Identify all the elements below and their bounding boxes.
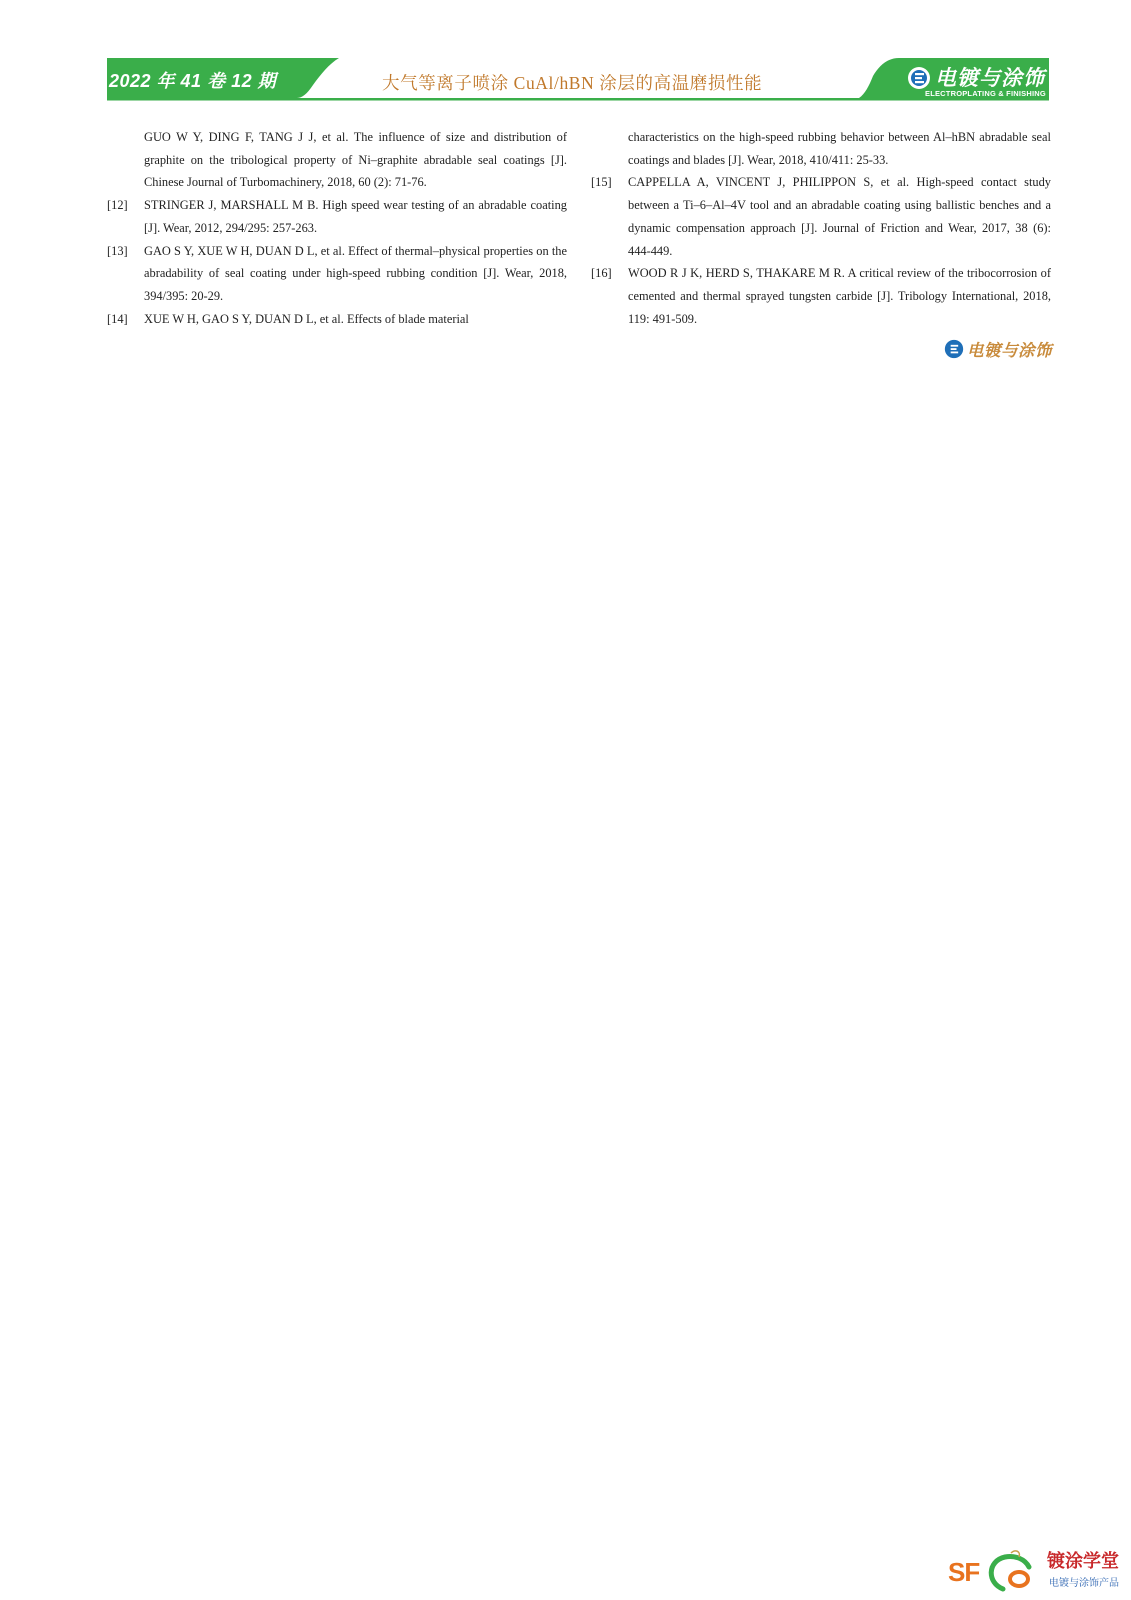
journal-logo-icon xyxy=(907,66,931,90)
reference-text: CAPPELLA A, VINCENT J, PHILIPPON S, et al. High-speed contact study between a Ti–6–Al–4V tool and an abradable coating using ballistic benches and a dynamic compensation approach [J]. Journal of Friction and Wear, 2017, 38 (6): 444-449. xyxy=(628,175,1051,258)
brand-en-text: ELECTROPLATING & FINISHING xyxy=(925,89,1046,98)
reference-number: [12] xyxy=(107,198,128,213)
reference-text: STRINGER J, MARSHALL M B. High speed wear testing of an abradable coating [J]. Wear, 2012, 294/295: 257-263. xyxy=(144,198,567,235)
reference-number: [13] xyxy=(107,243,128,258)
references-right-column xyxy=(591,126,1051,330)
reference-item xyxy=(107,194,567,239)
watermark-latin: SF xyxy=(948,1557,980,1587)
reference-text: characteristics on the high-speed rubbing behavior between Al–hBN abradable seal coatings and blades [J]. Wear, 2018, 410/411: 25-33. xyxy=(628,130,1051,167)
reference-item xyxy=(591,126,1051,171)
watermark-ring-icon xyxy=(981,1549,1041,1595)
reference-item xyxy=(591,262,1051,330)
reference-number: [15] xyxy=(591,175,612,190)
journal-logo-icon xyxy=(944,339,964,359)
end-of-article-logo xyxy=(944,337,1054,363)
reference-text: GUO W Y, DING F, TANG J J, et al. The influence of size and distribution of graphite on the tribological property of Ni–graphite abradable seal coatings [J]. Chinese Journal of Turbomachinery, 2018, 60 (2): 71-76. xyxy=(144,130,567,190)
reference-number: [14] xyxy=(107,311,128,326)
reference-text: GAO S Y, XUE W H, DUAN D L, et al. Effect of thermal–physical properties on the abradability of seal coating under high-speed rubbing condition [J]. Wear, 2018, 394/395: 20-29. xyxy=(144,243,567,303)
reference-text: WOOD R J K, HERD S, THAKARE M R. A critical review of the tribocorrosion of cemented and thermal sprayed tungsten carbide [J]. Tribology International, 2018, 119: 491-509. xyxy=(628,266,1051,326)
reference-text: XUE W H, GAO S Y, DUAN D L, et al. Effects of blade material xyxy=(144,311,469,326)
end-logo-text: 电镀与涂饰 xyxy=(967,341,1052,360)
reference-item xyxy=(107,308,567,331)
watermark-cn: 镀涂学堂 xyxy=(1047,1551,1119,1572)
reference-item xyxy=(591,171,1051,262)
page-header xyxy=(107,58,1049,101)
reference-item xyxy=(107,126,567,194)
journal-brand xyxy=(897,60,1047,99)
watermark-subtitle: 电镀与涂饰产品 xyxy=(1049,1578,1119,1589)
running-title: 大气等离子喷涂 CuAl/hBN 涂层的高温磨损性能 xyxy=(382,73,763,93)
issue-label: 2022 年 41 卷 12 期 xyxy=(109,71,277,91)
reference-item xyxy=(107,240,567,308)
reference-number: [16] xyxy=(591,266,612,281)
site-watermark xyxy=(948,1543,1128,1597)
brand-cn-text: 电镀与涂饰 xyxy=(935,65,1045,90)
references-left-column xyxy=(107,126,567,330)
